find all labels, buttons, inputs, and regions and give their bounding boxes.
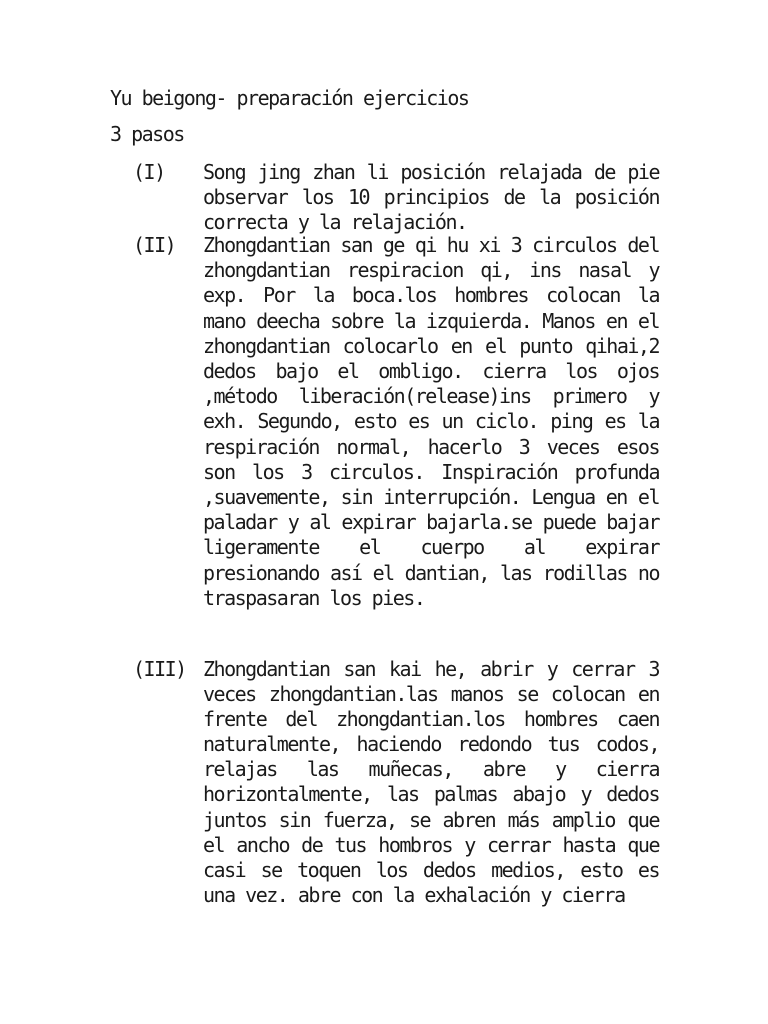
document-title: Yu beigong- preparación ejercicios — [110, 86, 469, 110]
document-subtitle: 3 pasos — [110, 122, 184, 146]
list-item-text: Song jing zhan li posición relajada de pie observar los 10 principios de la posición correcta y la relajación. — [203, 160, 659, 235]
list-marker: (II) — [133, 233, 176, 257]
list-item-text: Zhongdantian san ge qi hu xi 3 circulos del zhongdantian respiracion qi, ins nasal y exp. Por la boca.los hombres colocan la mano deecha sobre la izquierda. Manos en el zhongdantian colocarlo en el punto qihai,2 dedos bajo el ombligo. cierra los ojos ,método liberación(release)ins primero y exh. Segundo, esto es un ciclo. ping es la respiración normal, hacerlo 3 veces esos son los 3 circulos. Inspiración profunda ,suavemente, sin interrupción. Lengua en el paladar y al expirar bajarla.se puede bajar ligeramente el cuerpo al expirar presionando así el dantian, las rodillas no traspasaran los pies. — [203, 233, 659, 610]
list-item-text: Zhongdantian san kai he, abrir y cerrar 3 veces zhongdantian.las manos se colocan en frente del zhongdantian.los hombres caen naturalmente, haciendo redondo tus codos, relajas las muñecas, abre y cierra horizontalmente, las palmas abajo y dedos juntos sin fuerza, se abren más amplio que el ancho de tus hombros y cerrar hasta que casi se toquen los dedos medios, esto es una vez. abre con la exhalación y cierra — [203, 657, 659, 907]
list-marker: (I) — [133, 160, 165, 184]
list-marker: (III) — [133, 657, 186, 681]
